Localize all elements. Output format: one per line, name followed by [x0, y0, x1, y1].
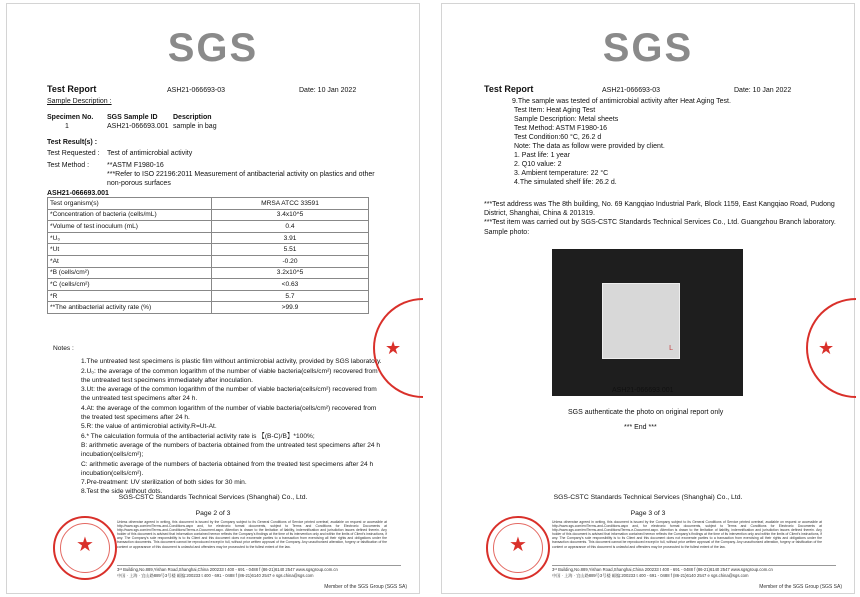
note-item: 5.R: the value of antimicrobial activity.R=Ut-At. [81, 423, 217, 431]
sgs-group-member: Member of the SGS Group (SGS SA) [324, 584, 407, 590]
heat-aging-line: Note: The data as follow were provided by client. [514, 143, 665, 150]
table-cell-value: 3.2x10^5 [212, 267, 369, 279]
lab-note: ***Test item was carried out by SGS-CSTC Standards Technical Services Co., Ltd. Guangzhou Branch laboratory. [484, 219, 836, 226]
table-cell-parameter: **The antibacterial activity rate (%) [48, 302, 212, 314]
table-cell-value: 3.91 [212, 232, 369, 244]
company-seal-stamp [53, 516, 117, 580]
seal-star-icon: ★ [509, 534, 527, 556]
table-row [48, 267, 369, 279]
side-seal-stamp [806, 298, 856, 398]
test-method-line: non-porous surfaces [107, 180, 171, 187]
table-cell-value: 5.7 [212, 290, 369, 302]
specimen-no-header: Specimen No. [47, 114, 94, 121]
test-requested-value: Test of antimicrobial activity [107, 150, 193, 157]
table-row [48, 232, 369, 244]
terms-fine-print: Unless otherwise agreed in writing, this document is issued by the Company subject to its General Conditions of Service printed overleaf, available on request or accessible at http://www.sgs.com/en/Terms-and-Conditions.aspx and, for electronic format documents, subject to Terms and Conditions for Electronic Documents at http://www.sgs.com/en/Terms-and-Conditions/Terms-e-Document.aspx. Attention is drawn to the limitation of liability, indemnification and jurisdiction issues defined therein. Any holder of this document is advised that information contained hereon reflects the Company's findings at the time of its intervention only and within the limits of Client's instructions, if any. The Company's sole responsibility is to its Client and this document does not exonerate parties to a transaction from exercising all their rights and obligations under the transaction documents. This document cannot be reproduced except in full, without prior written approval of the Company. Any unauthorized alteration, forgery or falsification of the content or appearance of this document is unlawful and offenders may be prosecuted to the fullest extent of the law. [552, 520, 822, 549]
note-item: 4.At: the average of the common logarithm of the number of viable bacteria(cells/cm²) recovered from the treated test specimens after 24 h. [81, 404, 377, 422]
results-table [47, 197, 369, 314]
table-cell-parameter: *Ut [48, 244, 212, 256]
table-cell-parameter: *R [48, 290, 212, 302]
test-method-label: Test Method : [47, 162, 90, 169]
sample-id: ASH21-066693.001 [107, 123, 169, 130]
photo-caption: ASH21-066693.001 [612, 387, 674, 394]
report-page-3 [441, 3, 855, 594]
table-row [48, 198, 369, 210]
heat-aging-line: Test Condition:60 °C, 26.2 d [514, 134, 602, 141]
company-seal-stamp [486, 516, 550, 580]
heat-aging-line: 4.The simulated shelf life: 26.2 d. [514, 179, 617, 186]
table-cell-parameter: *B (cells/cm²) [48, 267, 212, 279]
specimen-no: 1 [65, 123, 69, 130]
table-cell-value: >99.9 [212, 302, 369, 314]
table-cell-parameter: Test organism(s) [48, 198, 212, 210]
heat-aging-line: 9.The sample was tested of antimicrobial activity after Heat Aging Test. [512, 98, 731, 105]
note-item: 6.* The calculation formula of the antibacterial activity rate is 【(B-C)/B】*100%; [81, 432, 315, 440]
table-cell-parameter: *At [48, 255, 212, 267]
sample-id-header: SGS Sample ID [107, 114, 158, 121]
seal-star-icon: ★ [385, 338, 402, 358]
table-row [48, 209, 369, 221]
report-date: Date: 10 Jan 2022 [734, 87, 792, 94]
address-english: 3ʳᵈ Building,No.889,Yishan Road,Shanghai,China 200233 t 400 - 691 - 0488 f (86-21)6140 2547 www.sgsgroup.com.cn [552, 567, 773, 572]
table-cell-parameter: *C (cells/cm²) [48, 279, 212, 291]
table-cell-value: MRSA ATCC 33591 [212, 198, 369, 210]
report-page-2 [6, 3, 420, 594]
table-cell-parameter: *U₀ [48, 232, 212, 244]
table-cell-parameter: *Volume of test inoculum (mL) [48, 221, 212, 233]
sample-photo-label: Sample photo: [484, 229, 530, 236]
results-label: Test Result(s) : [47, 139, 98, 146]
seal-star-icon: ★ [818, 338, 835, 358]
address-english: 3ʳᵈ Building,No.889,Yishan Road,Shanghai,China 200233 t 400 - 691 - 0488 f (86-21)6140 2547 www.sgsgroup.com.cn [117, 567, 338, 572]
note-item: 3.Ut: the average of the common logarithm of the number of viable bacteria(cells/cm²) recovered from the untreated test specimens after 24 h. [81, 386, 377, 403]
company-name: SGS-CSTC Standards Technical Services (Shanghai) Co., Ltd. [553, 494, 743, 501]
table-row [48, 244, 369, 256]
heat-aging-line: Test Method: ASTM F1980-16 [514, 125, 607, 132]
table-cell-value: 5.51 [212, 244, 369, 256]
report-title: Test Report [47, 84, 97, 94]
note-item: C: arithmetic average of the numbers of bacteria obtained from the treated test specimens after 24 h incubation(cells/cm²). [81, 460, 374, 477]
sample-id-heading: ASH21-066693.001 [47, 190, 109, 197]
table-row [48, 255, 369, 267]
table-row [48, 279, 369, 291]
heat-aging-line: Test Item: Heat Aging Test [514, 107, 596, 114]
seal-star-icon: ★ [76, 534, 94, 556]
test-method-line: ***Refer to ISO 22196:2011 Measurement of antibacterial activity on plastics and other [107, 171, 375, 178]
address-chinese: 中国 · 上海 · 宜山路889号3号楼 邮编:200233 t 400 - 691 - 0488 f (86-21)6140 2547 e sgs.china@sgs.com [117, 573, 314, 578]
page-number: Page 2 of 3 [195, 510, 231, 517]
photo-mark: L [669, 345, 673, 352]
report-title: Test Report [484, 84, 534, 94]
sgs-logo: SGS [167, 26, 259, 70]
table-cell-value: <0.63 [212, 279, 369, 291]
address-note: District, Shanghai, China & 201319. [484, 210, 595, 217]
table-cell-parameter: *Concentration of bacteria (cells/mL) [48, 209, 212, 221]
report-date: Date: 10 Jan 2022 [299, 87, 357, 94]
address-note: ***Test address was The 8th building, No. 69 Kangqiao Industrial Park, Block 1159, East Kangqiao Road, Pudong [484, 201, 835, 208]
sample-description-label: Sample Description : [47, 98, 112, 105]
table-cell-value: 3.4x10^5 [212, 209, 369, 221]
heat-aging-line: 1. Past life: 1 year [514, 152, 571, 159]
address-chinese: 中国 · 上海 · 宜山路889号3号楼 邮编:200233 t 400 - 691 - 0488 f (86-21)6140 2547 e sgs.china@sgs.com [552, 573, 749, 578]
metal-sheet-image [602, 283, 680, 359]
table-row [48, 302, 369, 314]
heat-aging-line: 2. Q10 value: 2 [514, 161, 562, 168]
notes-section [53, 344, 385, 497]
note-item: 1.The untreated test specimens is plastic film without antimicrobial activity, provided by SGS laboratory. [81, 358, 382, 366]
footer-divider [552, 565, 836, 566]
table-row [48, 221, 369, 233]
table-cell-value: 0.4 [212, 221, 369, 233]
note-item: 8.Test the side without dots. [81, 488, 163, 496]
test-method-line: **ASTM F1980-16 [107, 162, 164, 169]
notes-title: Notes : [53, 345, 74, 352]
heat-aging-line: 3. Ambient temperature: 22 °C [514, 170, 609, 177]
sample-photo [552, 249, 743, 396]
footer-divider [117, 565, 401, 566]
heat-aging-line: Sample Description: Metal sheets [514, 116, 619, 123]
table-row [48, 290, 369, 302]
terms-fine-print: Unless otherwise agreed in writing, this document is issued by the Company subject to its General Conditions of Service printed overleaf, available on request or accessible at http://www.sgs.com/en/Terms-and-Conditions.aspx and, for electronic format documents, subject to Terms and Conditions for Electronic Documents at http://www.sgs.com/en/Terms-and-Conditions/Terms-e-Document.aspx. Attention is drawn to the limitation of liability, indemnification and jurisdiction issues defined therein. Any holder of this document is advised that information contained hereon reflects the Company's findings at the time of its intervention only and within the limits of Client's instructions, if any. The Company's sole responsibility is to its Client and this document does not exonerate parties to a transaction from exercising all their rights and obligations under the transaction documents. This document cannot be reproduced except in full, without prior written approval of the Company. Any unauthorized alteration, forgery or falsification of the content or appearance of this document is unlawful and offenders may be prosecuted to the fullest extent of the law. [117, 520, 387, 549]
page-number: Page 3 of 3 [630, 510, 666, 517]
report-number: ASH21-066693-03 [602, 87, 660, 94]
description-header: Description [173, 114, 212, 121]
sgs-logo: SGS [602, 26, 694, 70]
company-name: SGS-CSTC Standards Technical Services (Shanghai) Co., Ltd. [118, 494, 308, 501]
table-cell-value: -0.20 [212, 255, 369, 267]
note-item: B: arithmetic average of the numbers of bacteria obtained from the untreated test specimens after 24 h incubation(cells/cm²); [81, 441, 381, 459]
report-number: ASH21-066693-03 [167, 87, 225, 94]
photo-authentication-note: SGS authenticate the photo on original report only [568, 409, 724, 416]
sample-description: sample in bag [173, 123, 217, 130]
end-marker: *** End *** [624, 424, 657, 431]
note-item: 2.U₀: the average of the common logarithm of the number of viable bacteria(cells/cm²) recovered from the untreated test specimens immediately after inoculation. [81, 367, 378, 384]
sgs-group-member: Member of the SGS Group (SGS SA) [759, 584, 842, 590]
note-item: 7.Pre-treatment: UV sterilization of both sides for 30 min. [81, 479, 247, 487]
test-requested-label: Test Requested : [47, 150, 100, 157]
